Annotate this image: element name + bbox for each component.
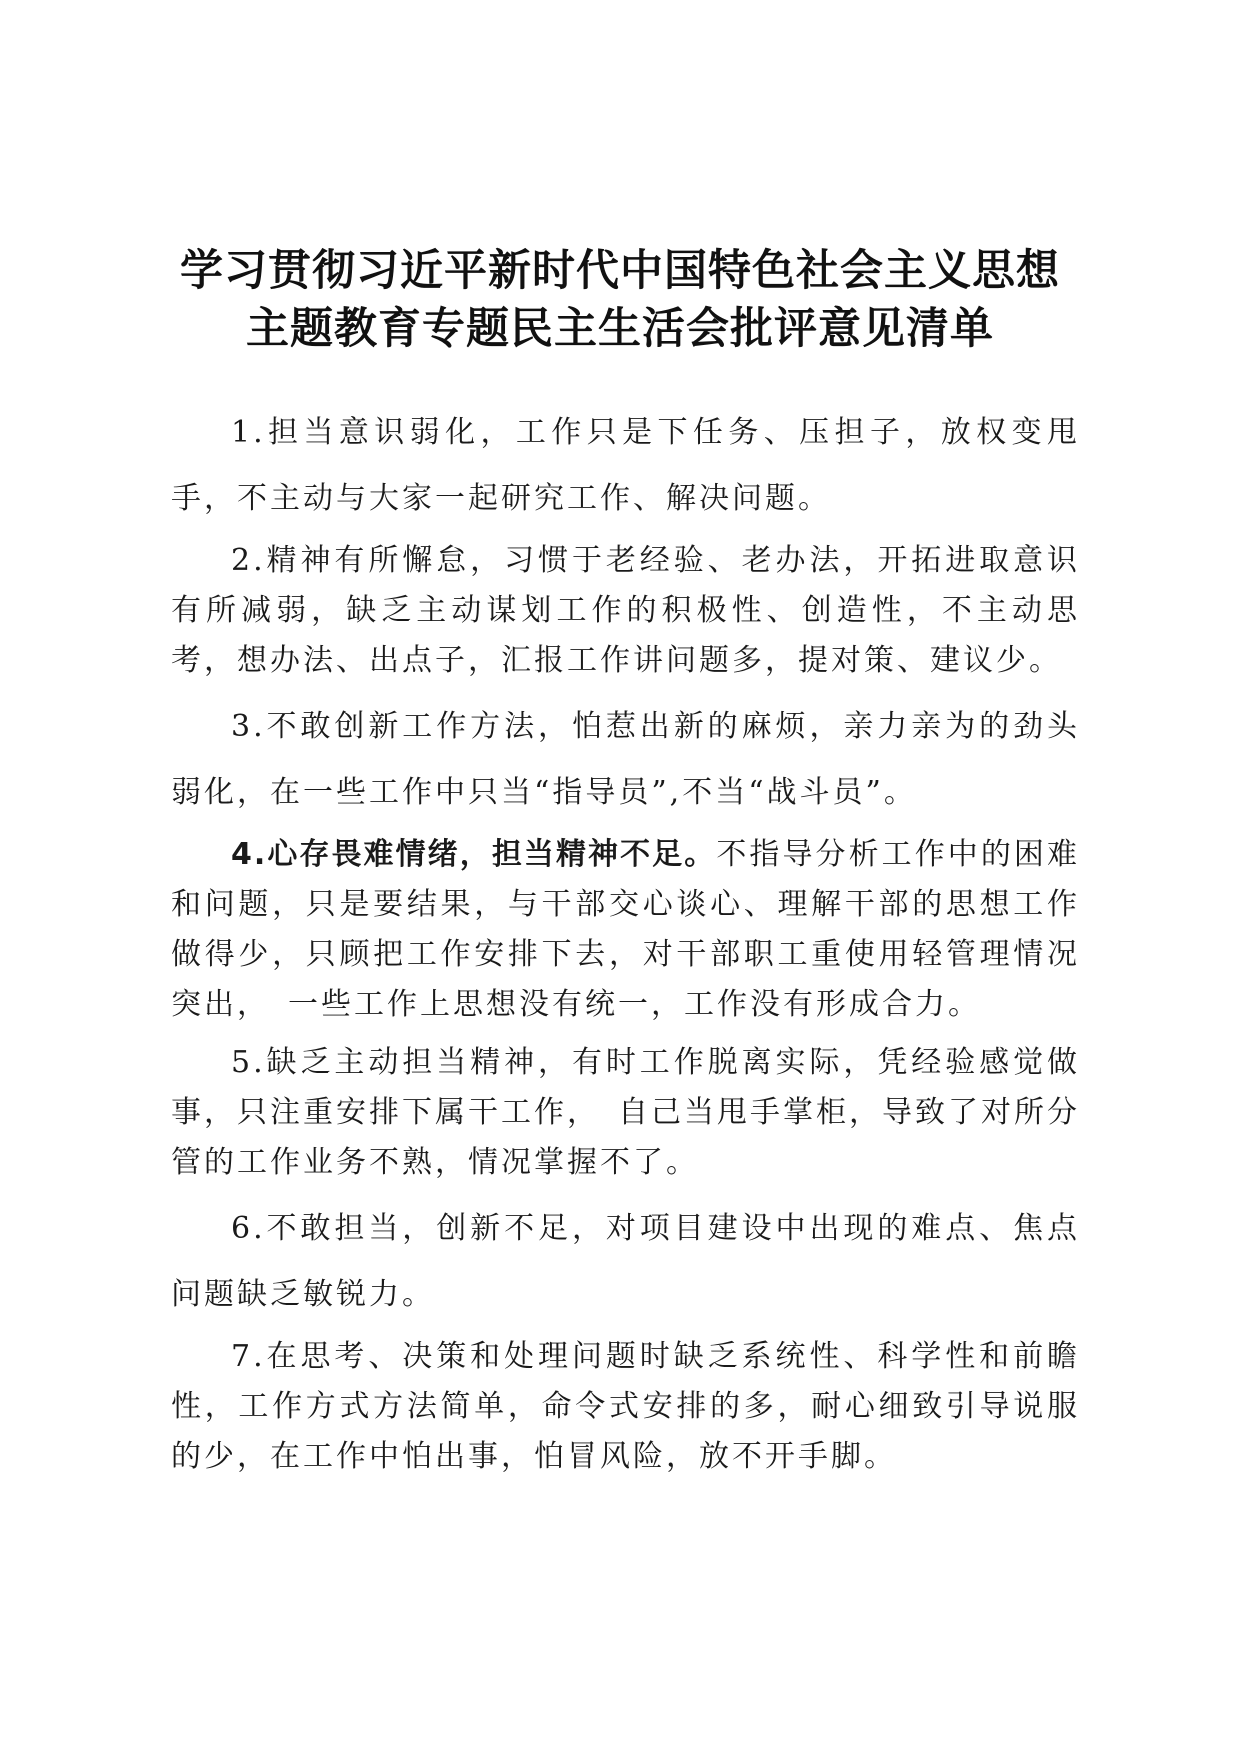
- list-item-3: [171, 694, 1080, 826]
- item-text: 2.精神有所懈怠，习惯于老经验、老办法，开拓进取意识有所减弱，缺乏主动谋划工作的积极性、创造性，不主动思考，想办法、出点子，汇报工作讲问题多，提对策、建议少。: [171, 543, 1080, 678]
- list-item-2: [171, 536, 1080, 686]
- item-text: 1.担当意识弱化，工作只是下任务、压担子，放权变甩手，不主动与大家一起研究工作、解决问题。: [171, 415, 1080, 516]
- item-text: 3.不敢创新工作方法，怕惹出新的麻烦，亲力亲为的劲头弱化，在一些工作中只当“指导员”,不当“战斗员”。: [171, 709, 1080, 810]
- list-item-6: [171, 1196, 1080, 1328]
- item-text: 5.缺乏主动担当精神，有时工作脱离实际，凭经验感觉做事，只注重安排下属干工作， 自己当甩手掌柜，导致了对所分管的工作业务不熟，情况掌握不了。: [171, 1045, 1080, 1180]
- document-body: [171, 400, 1080, 1490]
- list-item-4: [171, 830, 1080, 1030]
- title-line-1: 学习贯彻习近平新时代中国特色社会主义思想: [180, 246, 1060, 296]
- item-text: 7.在思考、决策和处理问题时缺乏系统性、科学性和前瞻性，工作方式方法简单，命令式安排的多，耐心细致引导说服的少，在工作中怕出事，怕冒风险，放不开手脚。: [171, 1339, 1080, 1474]
- list-item-7: [171, 1332, 1080, 1482]
- list-item-1: [171, 400, 1080, 532]
- item-text: 6.不敢担当，创新不足，对项目建设中出现的难点、焦点问题缺乏敏锐力。: [171, 1211, 1080, 1312]
- item-lead-bold: 4.心存畏难情绪，担当精神不足。: [231, 837, 717, 872]
- title-line-2: 主题教育专题民主生活会批评意见清单: [246, 304, 994, 354]
- document-title: [150, 242, 1090, 358]
- item-text: 不指导分析工作中的困难和问题，只是要结果，与干部交心谈心、理解干部的思想工作做得少，只顾把工作安排下去，对干部职工重使用轻管理情况突出， 一些工作上思想没有统一，工作没有形成合力。: [171, 837, 1080, 1022]
- list-item-5: [171, 1038, 1080, 1188]
